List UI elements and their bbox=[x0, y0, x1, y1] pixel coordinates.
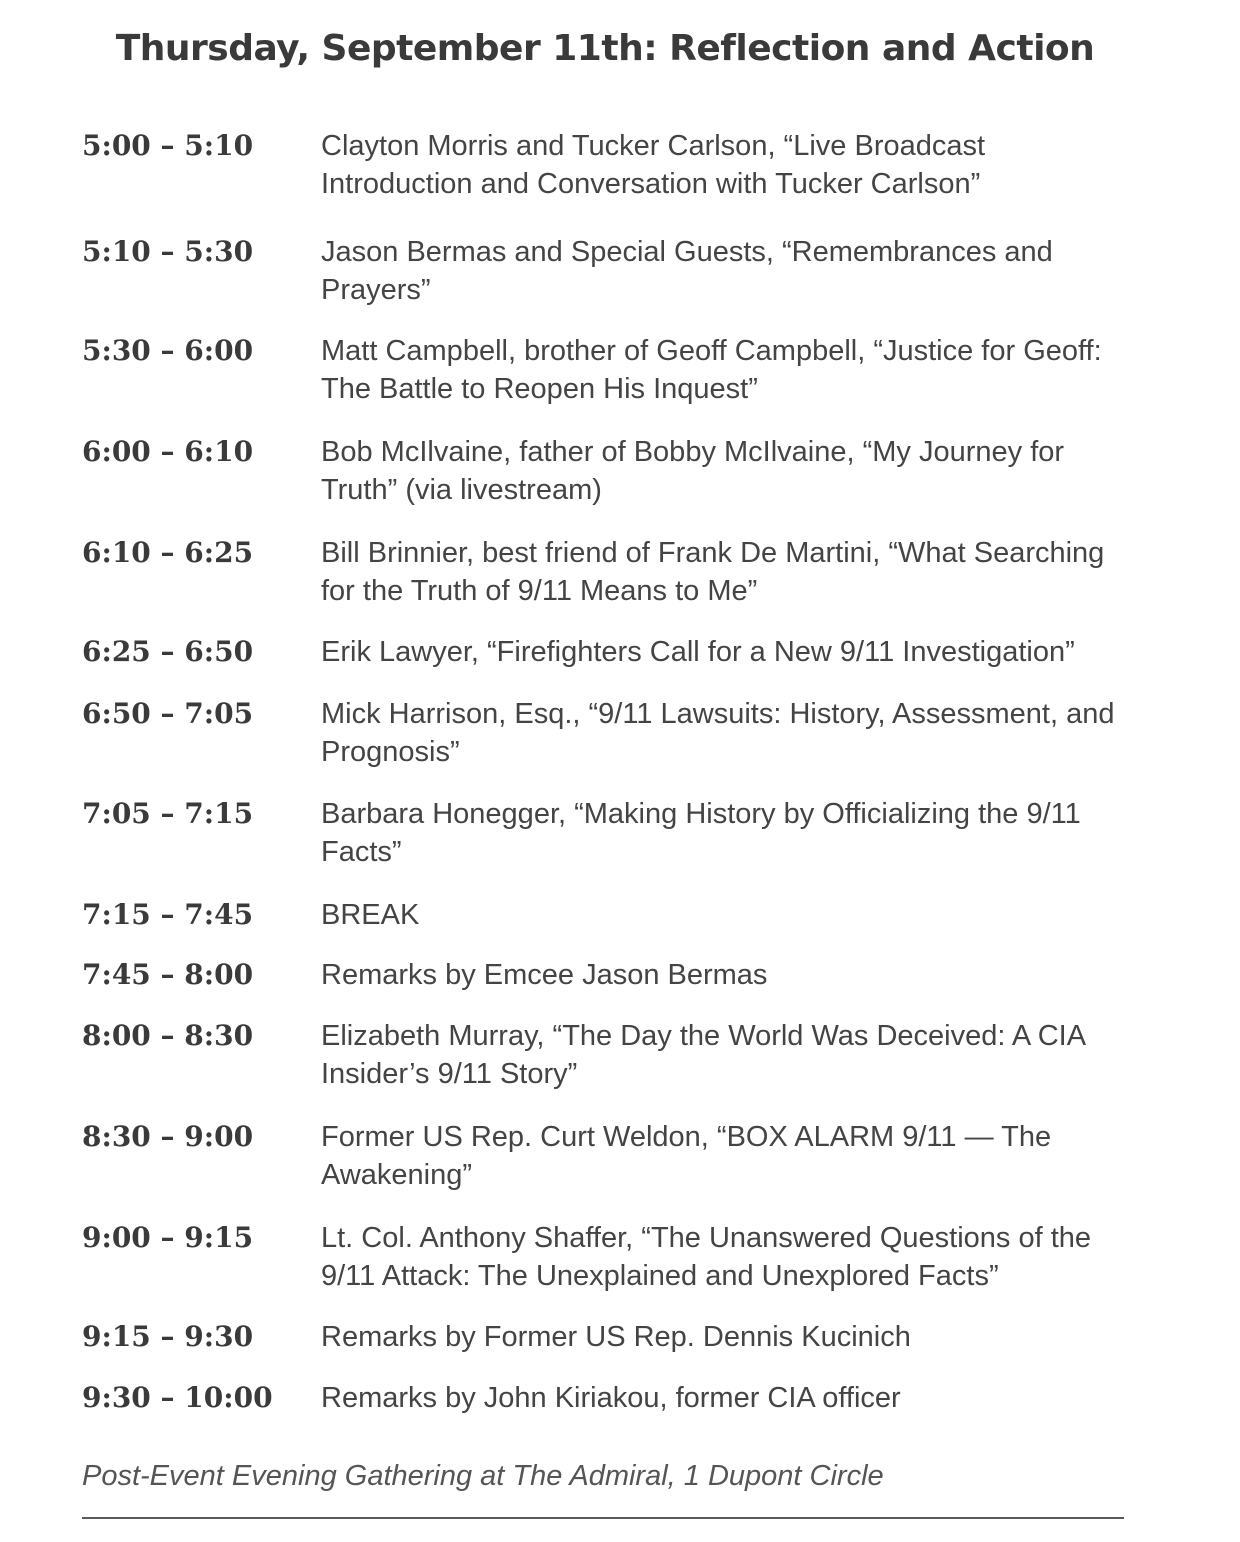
session-description: Clayton Morris and Tucker Carlson, “Live Broadcast Introduction and Conversation with Tucker Carlson” bbox=[321, 130, 986, 200]
time-slot: 8:30 – 9:00 bbox=[82, 1120, 254, 1153]
bottom-divider bbox=[82, 1517, 1124, 1519]
time-slot: 9:30 – 10:00 bbox=[82, 1381, 273, 1414]
session-description: Barbara Honegger, “Making History by Officializing the 9/11 Facts” bbox=[321, 798, 1081, 868]
session-description: Bill Brinnier, best friend of Frank De Martini, “What Searching for the Truth of 9/11 Means to Me” bbox=[321, 537, 1105, 607]
session-description: Matt Campbell, brother of Geoff Campbell, “Justice for Geoff: The Battle to Reopen His Inquest” bbox=[321, 335, 1102, 405]
post-event-note: Post-Event Evening Gathering at The Admiral, 1 Dupont Circle bbox=[82, 1460, 884, 1492]
time-slot: 6:25 – 6:50 bbox=[82, 635, 254, 668]
time-slot: 7:45 – 8:00 bbox=[82, 958, 254, 991]
session-description: Remarks by Emcee Jason Bermas bbox=[321, 959, 768, 991]
page-title: Thursday, September 11th: Reflection and Action bbox=[115, 28, 1095, 69]
time-slot: 5:10 – 5:30 bbox=[82, 235, 254, 268]
time-slot: 8:00 – 8:30 bbox=[82, 1019, 254, 1052]
time-slot: 6:50 – 7:05 bbox=[82, 697, 254, 730]
time-slot: 6:10 – 6:25 bbox=[82, 536, 254, 569]
session-description: BREAK bbox=[321, 899, 420, 931]
session-description: Erik Lawyer, “Firefighters Call for a New 9/11 Investigation” bbox=[321, 636, 1075, 668]
time-slot: 7:15 – 7:45 bbox=[82, 898, 254, 931]
session-description: Remarks by John Kiriakou, former CIA officer bbox=[321, 1382, 901, 1414]
time-slot: 7:05 – 7:15 bbox=[82, 797, 254, 830]
session-description: Former US Rep. Curt Weldon, “BOX ALARM 9/11 — The Awakening” bbox=[321, 1121, 1052, 1191]
session-description: Remarks by Former US Rep. Dennis Kucinich bbox=[321, 1321, 911, 1353]
session-description: Mick Harrison, Esq., “9/11 Lawsuits: History, Assessment, and Prognosis” bbox=[321, 698, 1115, 768]
time-slot: 9:00 – 9:15 bbox=[82, 1221, 254, 1254]
time-slot: 5:00 – 5:10 bbox=[82, 129, 254, 162]
session-description: Lt. Col. Anthony Shaffer, “The Unanswered Questions of the 9/11 Attack: The Unexplained and Unexplored Facts” bbox=[321, 1222, 1092, 1292]
session-description: Jason Bermas and Special Guests, “Remembrances and Prayers” bbox=[321, 236, 1053, 306]
session-description: Bob McIlvaine, father of Bobby McIlvaine, “My Journey for Truth” (via livestream) bbox=[321, 436, 1065, 506]
time-slot: 5:30 – 6:00 bbox=[82, 334, 254, 367]
session-description: Elizabeth Murray, “The Day the World Was Deceived: A CIA Insider’s 9/11 Story” bbox=[321, 1020, 1085, 1090]
time-slot: 6:00 – 6:10 bbox=[82, 435, 254, 468]
time-slot: 9:15 – 9:30 bbox=[82, 1320, 254, 1353]
